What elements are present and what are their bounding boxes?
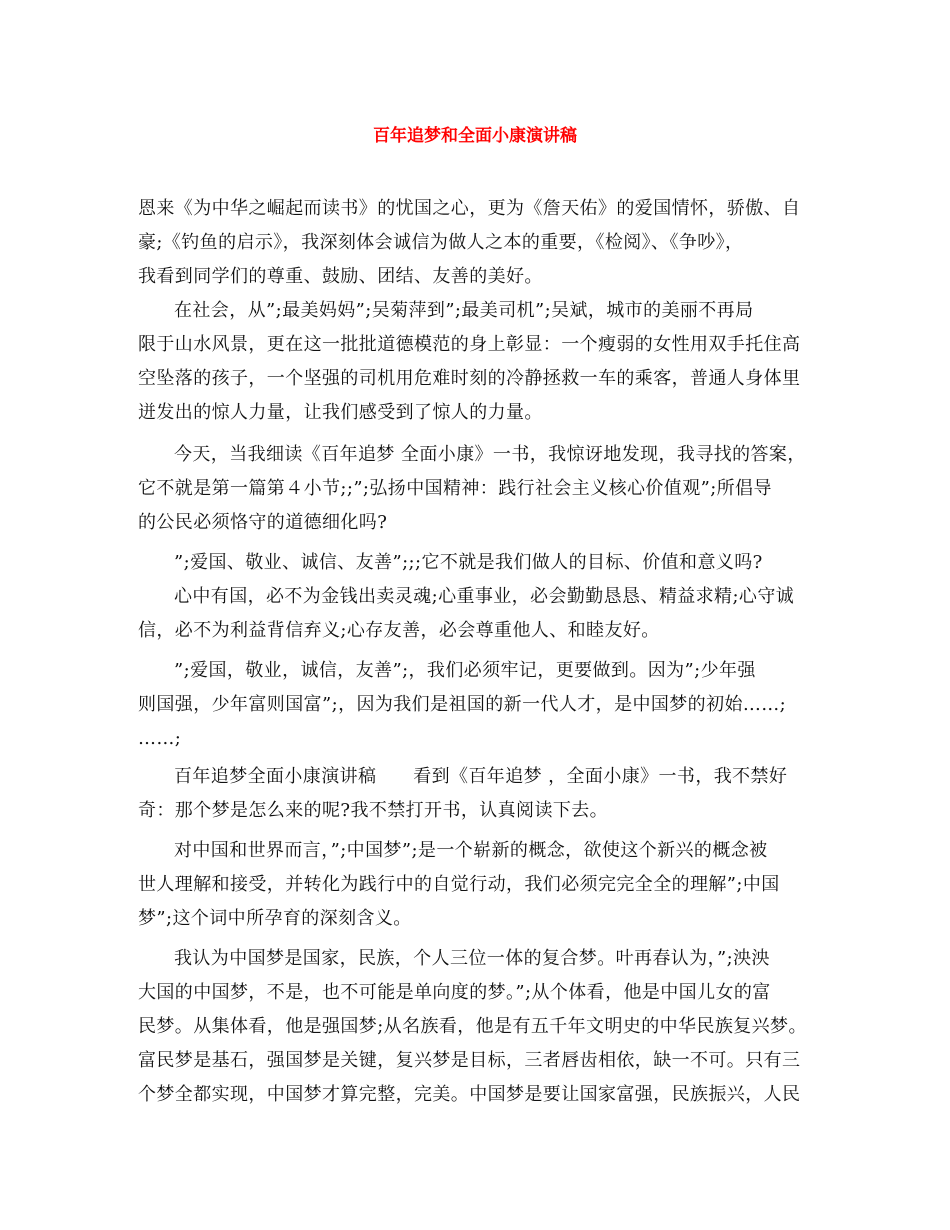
text-line: 我看到同学们的尊重、鼓励、团结、友善的美好。 (138, 266, 543, 287)
text-line: 空坠落的孩子，一个坚强的司机用危难时刻的冷静拯救一车的乘客，普通人身体里 (138, 368, 801, 389)
text-line: 恩来《为中华之崛起而读书》的忧国之心，更为《詹天佑》的爱国情怀，骄傲、自 (138, 198, 801, 219)
text-line: 则国强，少年富则国富”;，因为我们是祖国的新一代人才，是中国梦的初始……; (138, 694, 787, 715)
text-line: 迸发出的惊人力量，让我们感受到了惊人的力量。 (138, 402, 543, 423)
paragraph-start-line: 我认为中国梦是国家，民族，个人三位一体的复合梦。叶再春认为，”;泱泱 (174, 948, 770, 969)
paragraph-start-line: 在社会，从”;最美妈妈”;吴菊萍到”;最美司机”;吴斌，城市的美丽不再局 (174, 300, 754, 321)
document-title: 百年追梦和全面小康演讲稿 (373, 126, 577, 146)
text-line: 限于山水风景，更在这一批批道德模范的身上彰显：一个瘦弱的女性用双手托住高 (138, 334, 801, 355)
text-line: 梦”;这个词中所孕育的深刻含义。 (138, 908, 412, 929)
text-line: 世人理解和接受，并转化为践行中的自觉行动，我们必须完完全全的理解”;中国 (138, 874, 780, 895)
text-line: 个梦全都实现，中国梦才算完整，完美。中国梦是要让国家富强，民族振兴，人民 (138, 1084, 801, 1105)
paragraph-start-line: 百年追梦全面小康演讲稿 看到《百年追梦 ，全面小康》一书，我不禁好 (174, 766, 788, 787)
paragraph-start-line: 心中有国，必不为金钱出卖灵魂;心重事业，必会勤勤恳恳、精益求精;心守诚 (174, 586, 795, 607)
paragraph-start-line: ”;爱国、敬业、诚信、友善”;;;它不就是我们做人的目标、价值和意义吗? (174, 552, 763, 573)
paragraph-start-line: 对中国和世界而言，”;中国梦”;是一个崭新的概念，欲使这个新兴的概念被 (174, 840, 768, 861)
text-line: ……; (138, 728, 182, 749)
paragraph-start-line: ”;爱国，敬业，诚信，友善”;，我们必须牢记，更要做到。因为”;少年强 (174, 660, 756, 681)
text-line: 奇：那个梦是怎么来的呢?我不禁打开书，认真阅读下去。 (138, 800, 609, 821)
paragraph-start-line: 今天，当我细读《百年追梦 全面小康》一书，我惊讶地发现，我寻找的答案， (174, 444, 806, 465)
text-line: 富民梦是基石，强国梦是关键，复兴梦是目标，三者唇齿相依，缺一不可。只有三 (138, 1050, 801, 1071)
text-line: 它不就是第一篇第４小节;;”;弘扬中国精神：践行社会主义核心价值观”;所倡导 (138, 478, 772, 499)
text-line: 民梦。从集体看，他是强国梦;从名族看，他是有五千年文明史的中华民族复兴梦。 (138, 1016, 807, 1037)
text-line: 大国的中国梦，不是，也不可能是单向度的梦。”;从个体看，他是中国儿女的富 (138, 982, 771, 1003)
text-line: 信，必不为利益背信弃义;心存友善，必会尊重他人、和睦友好。 (138, 620, 660, 641)
text-line: 的公民必须恪守的道德细化吗? (138, 512, 388, 533)
text-line: 豪;《钓鱼的启示》，我深刻体会诚信为做人之本的重要，《检阅》、《争吵》， (138, 232, 744, 253)
